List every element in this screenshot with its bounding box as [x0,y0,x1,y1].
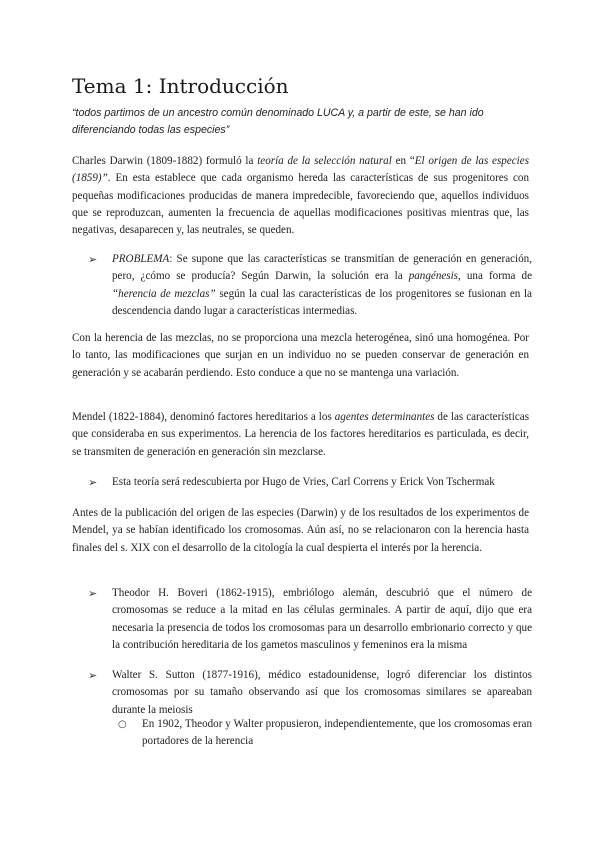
bullet-text: Theodor H. Boveri (1862-1915), embriólogo alemán, descubrió que el número de cromosomas se reduce a la mitad en las células germinales. A partir de aquí, dijo que era necesaria la presencia de todos los cromosomas para un desarrollo embrionario correcto y que la contribución hereditaria de los gametos masculinos y femeninos era la misma [112,587,532,651]
text-run: : Se supone que las características se transmitían de generación en generación, pero, ¿cómo se producía? Según Darwin, la solución era la [112,253,532,283]
text-run: . En esta establece que cada organismo hereda las características de sus progenitores con pequeñas modificaciones producidas de manera impredecible, favoreciendo que, aquellos individuos que se reproduzcan, aumenten la frecuencia de aquellas modificaciones positivas mientras que, las negativas, desaparecen y, las neutrales, se queden. [72,172,529,237]
text-run: Mendel (1822-1884), denominó factores hereditarios a los [72,411,335,423]
bullet-problema [88,251,532,320]
arrow-bullet-icon: ➢ [88,587,98,600]
bullet-sutton [88,667,532,719]
bullet-text: Walter S. Sutton (1877-1916), médico estadounidense, logró diferenciar los distintos cromosomas por su tamaño observando así que los cromosomas similares se apareaban durante la meiosis [112,669,532,716]
text-run: , una forma de [458,270,532,283]
bullet-redescubierta [88,474,532,491]
circle-bullet-icon: ○ [118,719,127,730]
term-pangenesis: pangénesis [408,270,459,283]
page-title: Tema 1: Introducción [72,74,289,98]
arrow-bullet-icon: ➢ [88,476,98,489]
bullet-boveri [88,585,532,654]
bullet-text: Esta teoría será redescubierta por Hugo de Vries, Carl Correns y Erick Von Tschermak [112,476,495,488]
book-title: El origen de las especies (1859)” [72,155,530,185]
text-run: en “ [391,155,415,167]
problema-label: PROBLEMA [112,253,170,265]
text-run: Charles Darwin (1809-1882) formuló la [72,155,258,167]
text-run: según la cual las características de los progenitores se fusionan en la descendencia dando lugar a características intermedias. [112,287,532,317]
term-natural-selection: teoría de la selección natural [257,155,392,167]
sub-bullet-1902 [118,716,532,751]
paragraph-darwin [72,153,529,239]
epigraph-quote: “todos partimos de un ancestro común denominado LUCA y, a partir de este, se han ido diferenciando todas las especies” [72,107,484,136]
arrow-bullet-icon: ➢ [88,669,98,682]
term-agentes-determinantes: agentes determinantes [334,411,435,423]
paragraph-mezclas: Con la herencia de las mezclas, no se proporciona una mezcla heterogénea, sinó una homogénea. Por lo tanto, las modificaciones que surjan en un individuo no se pueden conservar de generación en generación y se acabarán perdiendo. Esto conduce a que no se mantenga una variación. [72,332,529,379]
text-run: de las características que consideraba en sus experimentos. La herencia de los factores hereditarios es particulada, es decir, se transmiten de generación en generación sin mezclarse. [72,411,530,458]
paragraph-cromosomas: Antes de la publicación del origen de las especies (Darwin) y de los resultados de los experimentos de Mendel, ya se habían identificado los cromosomas. Aún así, no se relacionaron con la herencia hasta finales del s. XIX con el desarrollo de la citología la cual despierta el interés por la herencia. [72,507,529,554]
paragraph-mendel [72,409,529,461]
arrow-bullet-icon: ➢ [88,253,98,266]
term-herencia-mezclas: “herencia de mezclas” [112,287,216,300]
sub-bullet-text: En 1902, Theodor y Walter propusieron, independientemente, que los cromosomas eran portadores de la herencia [142,718,532,748]
